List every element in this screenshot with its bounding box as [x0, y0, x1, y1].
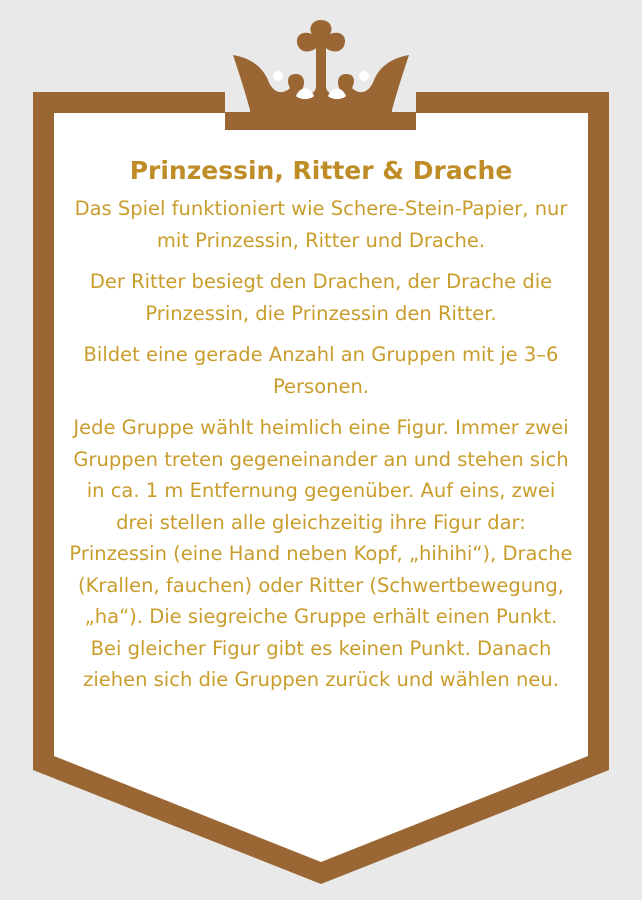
card-title: Prinzessin, Ritter & Drache	[129, 156, 513, 185]
paragraph-gameplay: Jede Gruppe wählt heimlich eine Figur. Immer zwei Gruppen treten gegeneinander an und stehen sich in ca. 1 m Entfernung gegenüber. Auf eins, zwei drei stellen alle gleichzeitig ihre Figur dar: Prinzessin (eine Hand neben Kopf, „hihihi“), Drache (Krallen, fauchen) oder Ritter (Schwertbewegung, „ha“). Die siegreiche Gruppe erhält einen Punkt. Bei gleicher Figur gibt es keinen Punkt. Danach ziehen sich die Gruppen zurück und wählen neu.	[69, 416, 573, 691]
crown-icon	[233, 20, 409, 130]
paragraph-rules: Der Ritter besiegt den Drachen, der Drache die Prinzessin, die Prinzessin den Ritter.	[89, 270, 553, 325]
card-content	[68, 150, 574, 706]
paragraph-groups: Bildet eine gerade Anzahl an Gruppen mit je 3–6 Personen.	[83, 343, 559, 398]
paragraph-intro: Das Spiel funktioniert wie Schere-Stein-Papier, nur mit Prinzessin, Ritter und Drache.	[74, 197, 568, 252]
